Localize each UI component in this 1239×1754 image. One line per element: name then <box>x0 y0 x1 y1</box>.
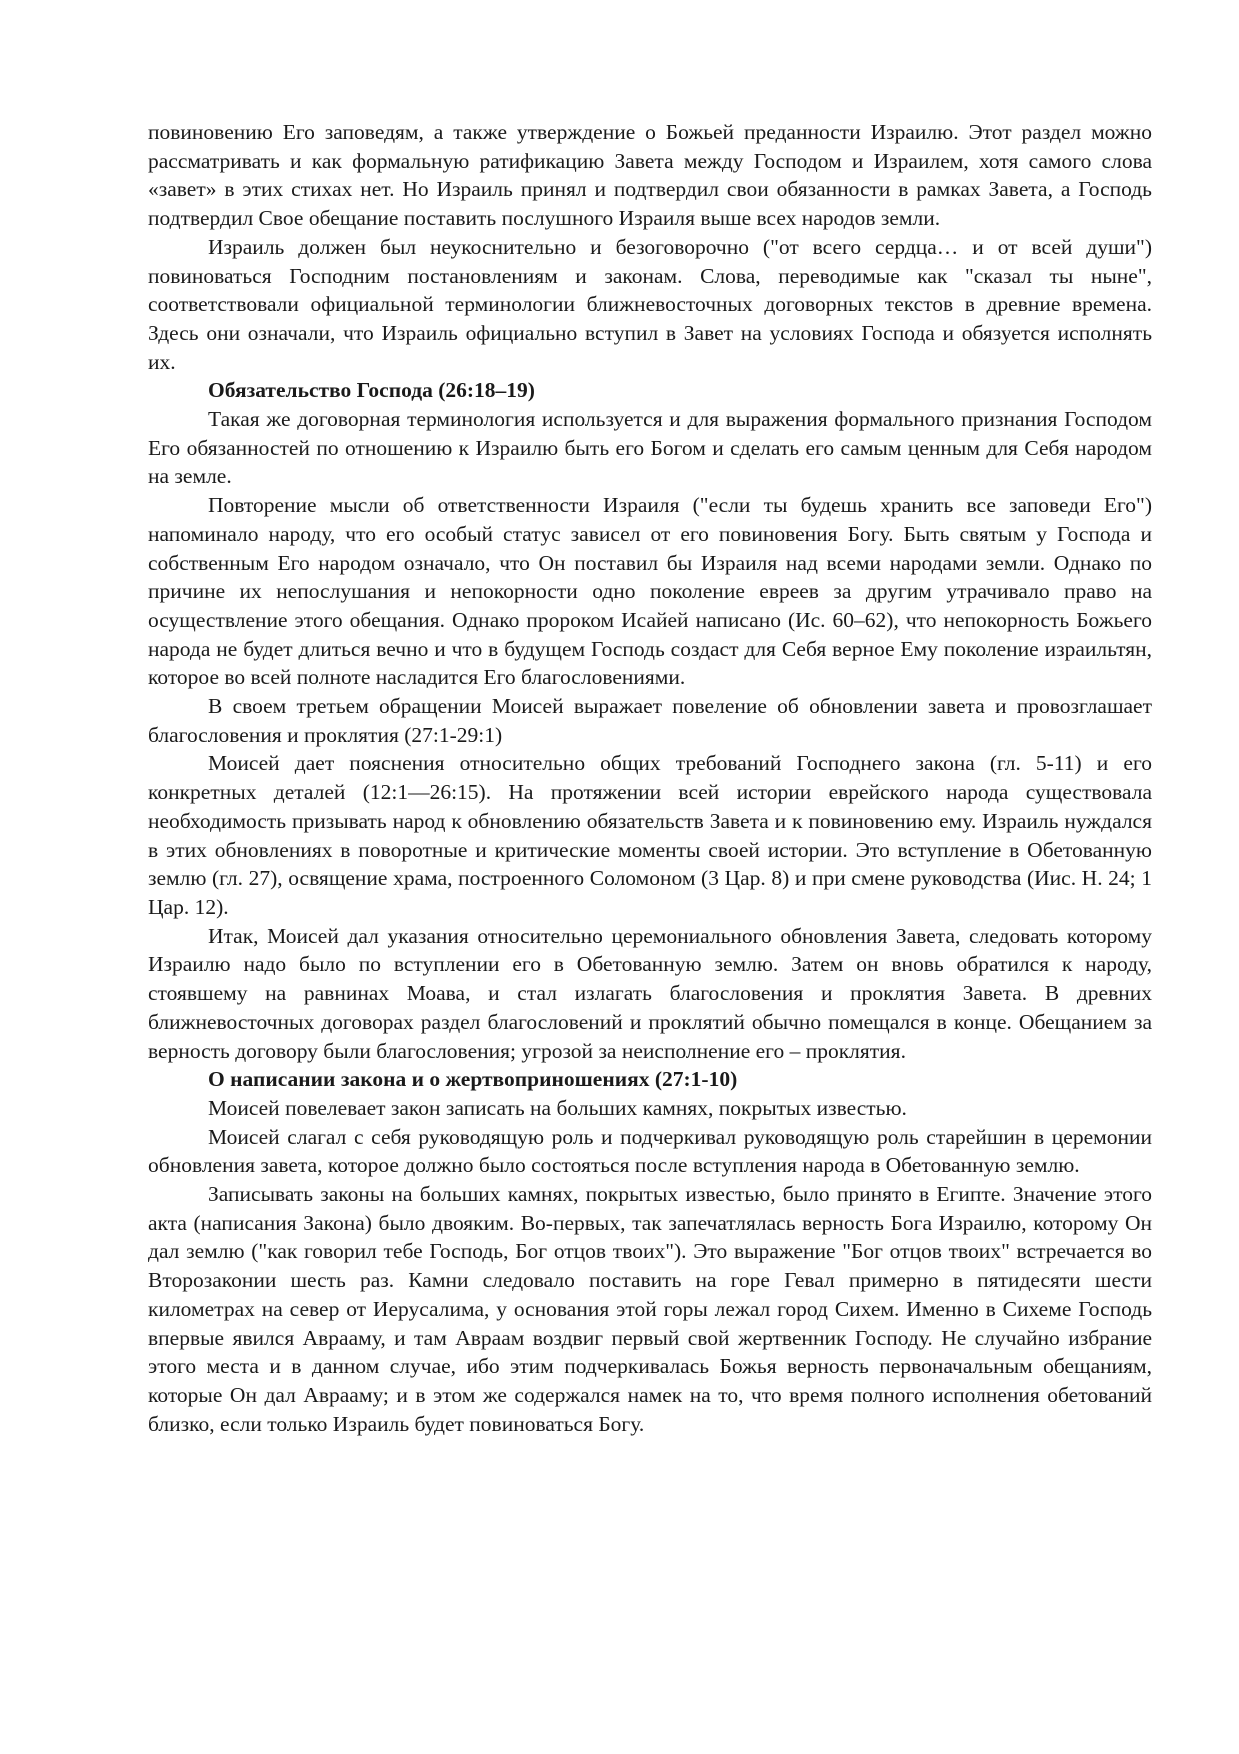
section-heading: О написании закона и о жертвоприношениях (27:1-10) <box>208 1067 738 1092</box>
paragraph: повиновению Его заповедям, а также утверждение о Божьей преданности Израилю. Этот раздел можно рассматривать и как формальную ратификацию Завета между Господом и Израилем, хотя самого слова «завет» в этих стихах нет. Но Израиль принял и подтвердил свои обязанности в рамках Завета, а Господь подтвердил Свое обещание поставить послушного Израиля выше всех народов земли. <box>148 120 1152 231</box>
paragraph: В своем третьем обращении Моисей выражает повеление об обновлении завета и провозглашает благословения и проклятия (27:1-29:1) <box>148 694 1152 747</box>
paragraph: Итак, Моисей дал указания относительно церемониального обновления Завета, следовать которому Израилю надо было по вступлении его в Обетованную землю. Затем он вновь обратился к народу, стоявшему на равнинах Моава, и стал излагать благословения и проклятия Завета. В древних ближневосточных договорах раздел благословений и проклятий обычно помещался в конце. Обещанием за верность договору были благословения; угрозой за неисполнение его – проклятия. <box>148 923 1152 1063</box>
paragraph: Моисей повелевает закон записать на больших камнях, покрытых известью. <box>208 1095 907 1120</box>
section-heading: Обязательство Господа (26:18–19) <box>208 378 535 403</box>
document-page <box>148 118 1152 1438</box>
paragraph: Такая же договорная терминология используется и для выражения формального признания Господом Его обязанностей по отношению к Израилю быть его Богом и сделать его самым ценным для Себя народом на земле. <box>148 407 1152 489</box>
paragraph: Израиль должен был неукоснительно и безоговорочно ("от всего сердца… и от всей души") повиноваться Господним постановлениям и законам. Слова, переводимые как "сказал ты ныне", соответствовали официальной терминологии ближневосточных договорных текстов в древние времена. Здесь они означали, что Израиль официально вступил в Завет на условиях Господа и обязуется исполнять их. <box>148 234 1152 374</box>
paragraph: Моисей слагал с себя руководящую роль и подчеркивал руководящую роль старейшин в церемонии обновления завета, которое должно было состояться после вступления народа в Обетованную землю. <box>148 1124 1152 1178</box>
paragraph: Повторение мысли об ответственности Израиля ("если ты будешь хранить все заповеди Его") напоминало народу, что его особый статус зависел от его повиновения Богу. Быть святым у Господа и собственным Его народом означало, что Он поставил бы Израиля над всеми народами земли. Однако по причине их непослушания и непокорности одно поколение евреев за другим утрачивало право на осуществление этого обещания. Однако пророком Исайей написано (Ис. 60–62), что непокорность Божьего народа не будет длиться вечно и что в будущем Господь создаст для Себя верное Ему поколение израильтян, которое во всей полноте насладится Его благословениями. <box>148 493 1152 690</box>
paragraph: Моисей дает пояснения относительно общих требований Господнего закона (гл. 5-11) и его конкретных деталей (12:1—26:15). На протяжении всей истории еврейского народа существовала необходимость призывать народ к обновлению обязательств Завета и к повиновению ему. Израиль нуждался в этих обновлениях в поворотные и критические моменты своей истории. Это вступление в Обетованную землю (гл. 27), освящение храма, построенного Соломоном (3 Цар. 8) и при смене руководства (Иис. Н. 24; 1 Цар. 12). <box>148 751 1152 919</box>
paragraph: Записывать законы на больших камнях, покрытых известью, было принято в Египте. Значение этого акта (написания Закона) было двояким. Во-первых, так запечатлялась верность Бога Израилю, которому Он дал землю ("как говорил тебе Господь, Бог отцов твоих"). Это выражение "Бог отцов твоих" встречается во Второзаконии шесть раз. Камни следовало поставить на горе Гевал примерно в пятидесяти шести километрах на север от Иерусалима, у основания этой горы лежал город Сихем. Именно в Сихеме Господь впервые явился Аврааму, и там Авраам воздвиг первый свой жертвенник Господу. Не случайно избрание этого места и в данном случае, ибо этим подчеркивалась Божья верность первоначальным обещаниям, которые Он дал Аврааму; и в этом же содержался намек на то, что время полного исполнения обетований близко, если только Израиль будет повиноваться Богу. <box>148 1182 1152 1436</box>
